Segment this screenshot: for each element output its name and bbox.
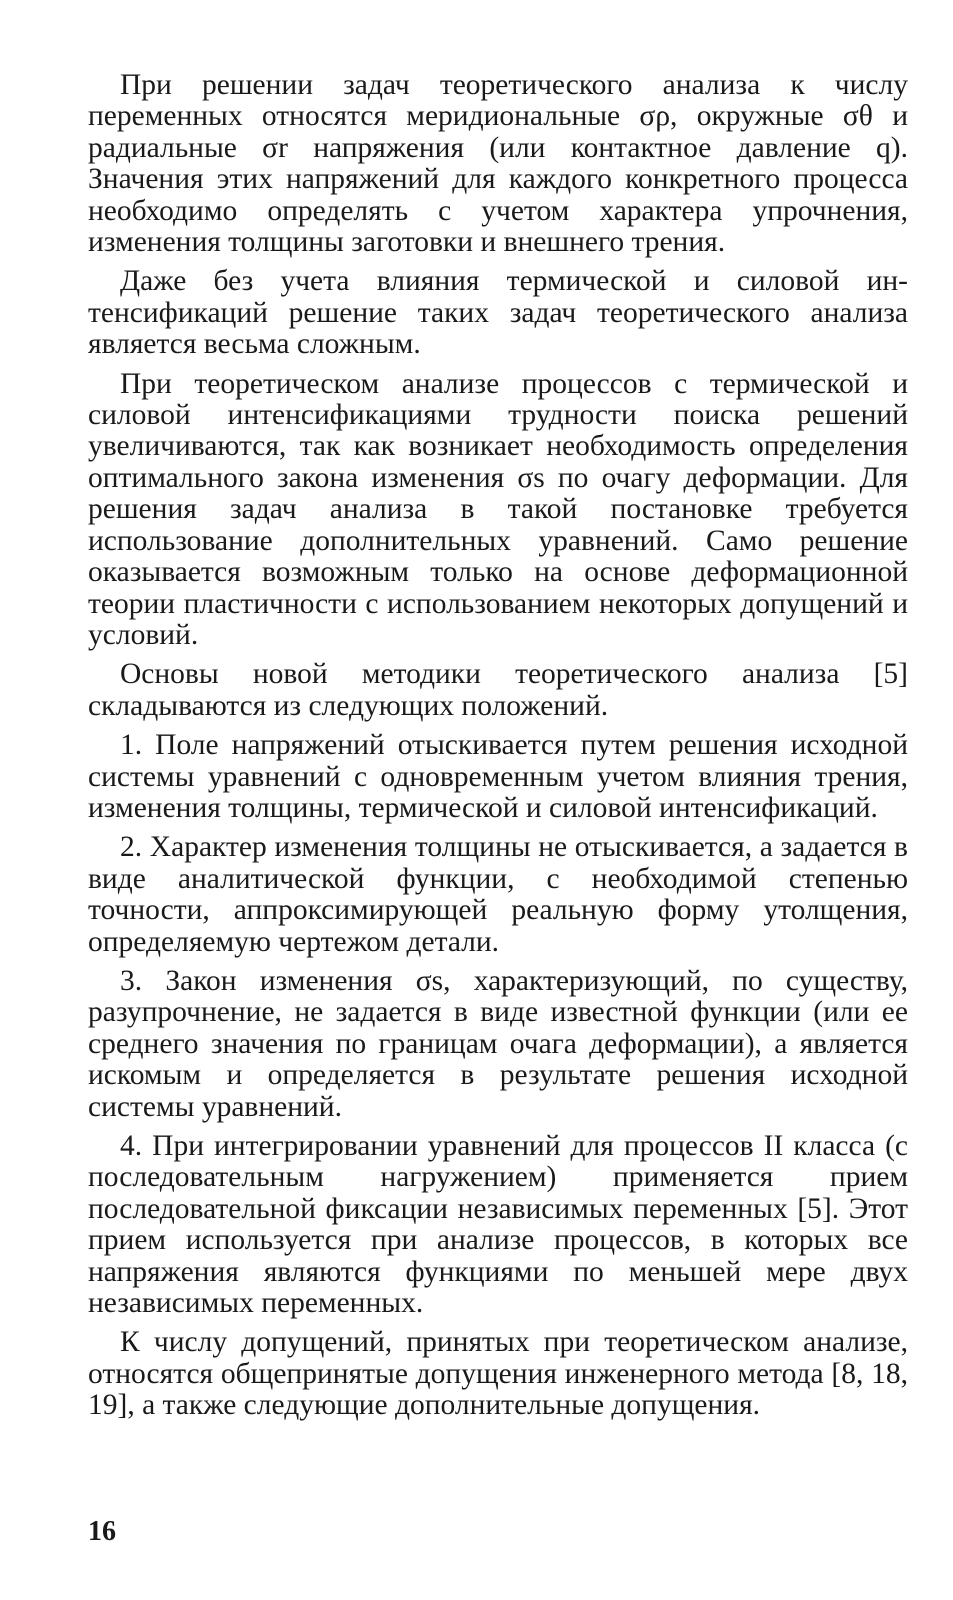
page-body <box>88 70 908 1430</box>
paragraph-4: Основы новой методики теоретического анализа [5] складываются из следующих положений. <box>88 658 908 722</box>
list-item-2: 2. Характер изменения толщины не отыскивается, а задается в виде аналитической функции, с необходимой степенью точности, аппроксимирующей реальную форму утолщения, определяемую чертежом детали. <box>88 831 908 958</box>
list-item-4: 4. При интегрировании уравнений для процессов II класса (с последовательным нагружением) применяется прием последовательной фиксации независимых переменных [5]. Этот прием используется при анализе процессов, в которых все напряжения являются функциями по меньшей мере двух независимых переменных. <box>88 1130 908 1320</box>
paragraph-2: Даже без учета влияния термической и силовой интенсификаций решение таких задач теоретического анализа является весьма сложным. <box>88 265 908 361</box>
paragraph-1: При решении задач теоретического анализа к числу переменных относятся меридиональные σρ, окружные σθ и радиальные σr напряжения (или контактное давление q). Значения этих напряжений для каждого конкретного процесса необходимо определять с учетом характера упрочнения, изменения толщины заготовки и внешнего трения. <box>88 69 908 259</box>
list-item-1: 1. Поле напряжений отыскивается путем решения исходной системы уравнений с одновременным учетом влияния трения, изменения толщины, термической и силовой интенсификаций. <box>88 729 908 824</box>
paragraph-3: При теоретическом анализе процессов с термической и силовой интенсификациями трудности поиска решений увеличиваются, так как возникает необходимость определения оптимального закона изменения σs по очагу деформации. Для решения задач анализа в такой постановке требуется использование дополнительных уравнений. Само решение оказывается возможным только на основе деформационной теории пластичности с использованием некоторых допущений и условий. <box>88 367 908 651</box>
paragraph-assumptions: К числу допущений, принятых при теоретическом анализе, относятся общепринятые допущения инженерного метода [8, 18, 19], а также следующие дополнительные допущения. <box>88 1326 908 1422</box>
page-number: 16 <box>88 1516 116 1547</box>
list-item-3: 3. Закон изменения σs, характеризующий, по существу, разупрочнение, не задается в виде известной функции (или ее среднего значения по границам очага деформации), а является искомым и определяется в результате решения исходной системы уравнений. <box>88 964 908 1123</box>
